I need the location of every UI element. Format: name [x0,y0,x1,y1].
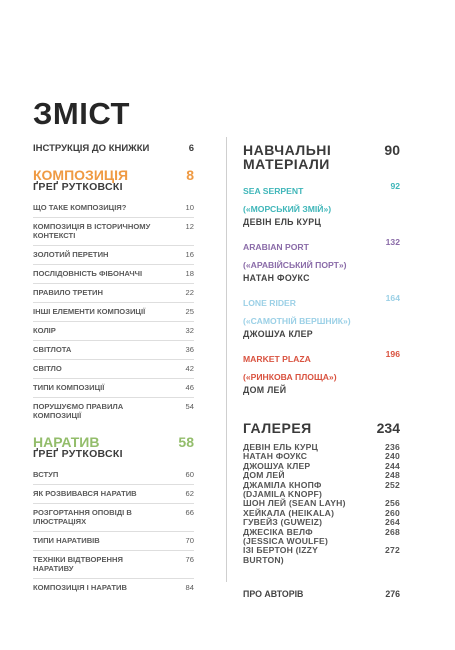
section-title[interactable]: КОМПОЗИЦІЯ [33,167,129,183]
toc-entry-intro[interactable] [33,143,194,154]
toc-item[interactable] [33,485,194,504]
toc-item-label: ПОСЛІДОВНІСТЬ ФІБОНАЧЧІ [33,269,143,278]
toc-item-label: ТИПИ КОМПОЗИЦІЇ [33,383,105,392]
gallery-artist: НАТАН ФОУКС [243,451,308,462]
about-label: ПРО АВТОРІВ [243,589,304,600]
toc-item-label: ТИПИ НАРАТИВІВ [33,536,100,545]
toc-item-label: ВСТУП [33,470,59,479]
tutorial-entry[interactable] [243,349,400,395]
tutorial-author: ДЖОШУА КЛЕР [243,329,313,339]
toc-item-page: 84 [185,583,194,592]
tutorial-title: LONE RIDER [243,298,296,308]
tutorial-page: 164 [385,293,400,303]
column-divider [226,137,227,582]
toc-item-page: 66 [185,508,194,517]
about-page: 276 [385,589,400,600]
gallery-page-num: 272 [385,545,400,556]
toc-item[interactable] [33,579,194,597]
gallery-page-num: 260 [385,507,400,518]
tutorial-author: ДЕВІН ЕЛЬ КУРЦ [243,217,322,227]
gallery-entry[interactable] [243,546,400,565]
tutorial-subtitle: («РИНКОВА ПЛОЩА») [243,372,337,382]
toc-item-label: ТЕХНІКИ ВІДТВОРЕННЯ НАРАТИВУ [33,555,123,573]
gallery-page-num: 236 [385,442,400,452]
toc-item[interactable] [33,551,194,579]
gallery-artist: ДЕВІН ЕЛЬ КУРЦ [243,442,318,452]
tutorial-page: 196 [385,349,400,359]
toc-item[interactable] [33,199,194,218]
toc-item-page: 22 [185,288,194,297]
gallery-heading[interactable] [243,421,400,435]
tutorials-page: 90 [384,142,400,158]
toc-item[interactable] [33,265,194,284]
toc-item-page: 36 [185,345,194,354]
toc-item[interactable] [33,284,194,303]
toc-item[interactable] [33,218,194,246]
toc-item-label: ІНШІ ЕЛЕМЕНТИ КОМПОЗИЦІЇ [33,307,146,316]
toc-item-label: КОМПОЗИЦІЯ І НАРАТИВ [33,583,127,592]
toc-item[interactable] [33,398,194,425]
tutorials-heading[interactable] [243,143,400,171]
toc-entry-label: ІНСТРУКЦІЯ ДО КНИЖКИ [33,143,150,154]
gallery-entry[interactable] [243,528,400,547]
gallery-page-num: 244 [385,460,400,471]
tutorial-subtitle: («АРАВІЙСЬКИЙ ПОРТ») [243,260,347,270]
toc-item-page: 16 [185,250,194,259]
toc-item-label: КОМПОЗИЦІЯ В ІСТОРИЧНОМУ КОНТЕКСТІ [33,222,151,240]
gallery-artist: ДЖЕСІКА ВЕЛФ (JESSICA WOULFE) [243,526,328,547]
toc-item-page: 32 [185,326,194,335]
gallery-artist: ДЖАМІЛА КНОПФ (DJAMILA KNOPF) [243,479,323,500]
toc-item[interactable] [33,532,194,551]
gallery-artist: ГУВЕЙЗ (GUWEIZ) [243,517,323,528]
gallery-page-num: 256 [385,498,400,509]
toc-item-page: 18 [185,269,194,278]
toc-item-page: 42 [185,364,194,373]
tutorials-title-line2: МАТЕРІАЛИ [243,156,330,172]
toc-item-label: РОЗГОРТАННЯ ОПОВІДІ В ІЛЮСТРАЦІЯХ [33,508,132,526]
tutorial-entry[interactable] [243,293,400,339]
toc-item[interactable] [33,466,194,485]
toc-item-page: 70 [185,536,194,545]
gallery-list [243,443,400,565]
gallery-page-num: 252 [385,479,400,490]
toc-item[interactable] [33,303,194,322]
tutorial-subtitle: («МОРСЬКИЙ ЗМІЙ») [243,204,332,214]
gallery-artist: ДОМ ЛЕЙ [243,470,285,481]
toc-item-page: 12 [185,222,194,231]
toc-item-label: ПОРУШУЄМО ПРАВИЛА КОМПОЗИЦІЇ [33,402,124,420]
toc-item-label: ЩО ТАКЕ КОМПОЗИЦІЯ? [33,203,127,212]
toc-item-page: 62 [185,489,194,498]
toc-right-column [243,143,400,599]
section-page: 8 [186,167,194,183]
tutorial-page: 92 [390,181,400,191]
page-title: ЗМІСТ [33,96,130,131]
toc-item-label: ЯК РОЗВИВАВСЯ НАРАТИВ [33,489,137,498]
section-author: ҐРЕҐ РУТКОВСКІ [33,448,123,460]
toc-item[interactable] [33,379,194,398]
section-title[interactable]: НАРАТИВ [33,434,100,450]
gallery-page: 234 [376,420,400,436]
section-page: 58 [178,434,194,450]
toc-item-label: КОЛІР [33,326,56,335]
toc-item-page: 54 [185,402,194,411]
toc-section-composition [33,168,194,425]
toc-section-narrative [33,435,194,597]
toc-item-page: 25 [185,307,194,316]
toc-left-column [33,143,194,597]
gallery-page-num: 264 [385,517,400,528]
tutorial-title: ARABIAN PORT [243,242,309,252]
toc-item-page: 60 [185,470,194,479]
tutorial-entry[interactable] [243,181,400,227]
toc-item-page: 76 [185,555,194,564]
tutorial-title: SEA SERPENT [243,186,304,196]
gallery-entry[interactable] [243,481,400,500]
toc-item[interactable] [33,360,194,379]
gallery-artist: ШОН ЛЕЙ (SEAN LAYH) [243,498,346,509]
toc-item-label: ПРАВИЛО ТРЕТИН [33,288,103,297]
section-author: ҐРЕҐ РУТКОВСКІ [33,181,123,193]
tutorial-author: НАТАН ФОУКС [243,273,310,283]
toc-item[interactable] [33,341,194,360]
gallery-page-num: 240 [385,451,400,462]
gallery-artist: ДЖОШУА КЛЕР [243,460,311,471]
tutorials-title-line1: НАВЧАЛЬНІ [243,142,332,158]
gallery-artist: ІЗІ БЕРТОН (IZZY BURTON) [243,545,318,565]
tutorial-title: MARKET PLAZA [243,354,311,364]
tutorial-page: 132 [385,237,400,247]
toc-entry-about[interactable] [243,589,400,599]
toc-item-page: 10 [185,203,194,212]
toc-item[interactable] [33,504,194,532]
toc-item-label: СВІТЛОТА [33,345,72,354]
toc-entry-page: 6 [188,143,194,154]
gallery-page-num: 248 [385,470,400,481]
tutorial-subtitle: («САМОТНІЙ ВЕРШНИК») [243,316,351,326]
toc-item-label: СВІТЛО [33,364,62,373]
gallery-title: ГАЛЕРЕЯ [243,420,312,436]
toc-item-page: 46 [185,383,194,392]
toc-item[interactable] [33,246,194,265]
gallery-page-num: 268 [385,526,400,537]
tutorial-entry[interactable] [243,237,400,283]
toc-item-label: ЗОЛОТИЙ ПЕРЕТИН [33,250,109,259]
toc-item[interactable] [33,322,194,341]
tutorial-author: ДОМ ЛЕЙ [243,385,287,395]
gallery-artist: ХЕЙКАЛА (HEIKALA) [243,507,335,518]
